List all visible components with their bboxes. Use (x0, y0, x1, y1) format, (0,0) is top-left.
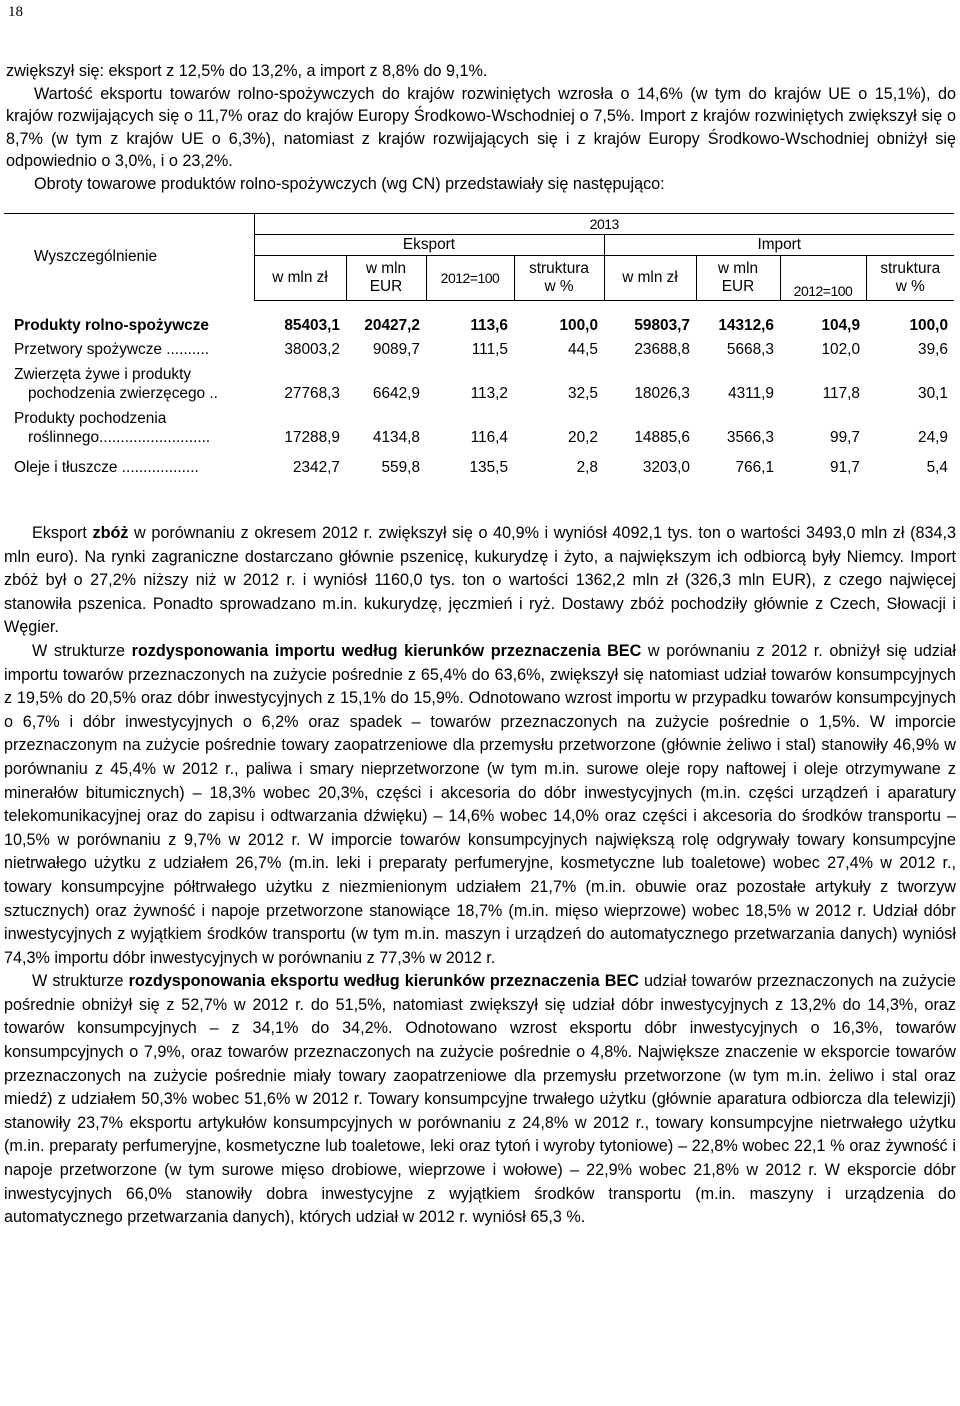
paragraph-import-bec: W strukturze rozdysponowania importu według kierunków przeznaczenia BEC w porównaniu z 2012 r. obniżył się udział importu towarów przeznaczonych na zużycie pośrednie z 65,4% do 63,6%, zwiększył się natomiast udział towarów konsumpcyjnych z 19,5% do 20,5% oraz dóbr inwestycyjnych z 15,1% do 15,9%. Odnotowano wzrost importu w przypadku towarów konsumpcyjnych o 6,7% i dóbr inwestycyjnych o 6,2% oraz spadek – towarów przeznaczonych na zużycie pośrednie o 1,5%. W imporcie przeznaczonym na zużycie pośrednie towary zaopatrzeniowe dla przemysłu przetworzone (głównie żeliwo i stal) stanowiły 46,9% w porównaniu z 45,4% w 2012 r., paliwa i smary nieprzetworzone (w tym m.in. surowe oleje ropy naftowej i oleje otrzymywane z minerałów bitumicznych) – 18,3% wobec 20,3%, części i akcesoria do dóbr inwestycyjnych (m.in. części urządzeń i aparatury telekomunikacyjnej oraz do zapisu i odtwarzania dźwięku) – 14,6% wobec 14,0% oraz części i akcesoria do środków transportu – 10,5% w porównaniu z 9,7% w 2012 r. W imporcie towarów konsumpcyjnych największą rolę odgrywały towary konsumpcyjne nietrwałego użytku z udziałem 26,7% (m.in. leki i preparaty perfumeryjne, kosmetyczne lub toaletowe) wobec 27,4% w 2012 r., towary konsumpcyjne półtrwałego użytku z niezmienionym udziałem 21,7% (m.in. obuwie oraz pozostałe artykuły z tworzyw sztucznych) oraz żywność i napoje przetworzone stanowiące 18,7% (m.in. mięso wieprzowe) wobec 18,5% w 2012 r. Udział dóbr inwestycyjnych z wyjątkiem środków transportu (w tym m.in. maszyn i urządzeń do automatycznego przetwarzania danych) wyniósł 74,3% importu dóbr inwestycyjnych w porównaniu z 77,3% w 2012 r. (4, 641, 956, 967)
header-import-mln-zl: w mln zł (604, 256, 696, 301)
cell: 2,8 (576, 459, 598, 476)
cell: 4311,9 (728, 385, 774, 402)
cell: 135,5 (469, 459, 508, 476)
page-number: 18 (8, 4, 23, 20)
cell: 59803,7 (634, 317, 690, 334)
cell: 117,8 (822, 385, 860, 402)
cell: 18026,3 (634, 385, 690, 402)
cell: 27768,3 (284, 385, 340, 402)
cell: 102,0 (821, 341, 860, 358)
table-row (4, 447, 954, 477)
row-label: Przetwory spożywcze .......... (14, 341, 209, 358)
cell: 100,0 (559, 317, 598, 334)
header-import: Import (604, 235, 954, 256)
cell: 4134,8 (372, 429, 420, 446)
cell: 85403,1 (284, 317, 340, 334)
header-import-index: 2012=100 (780, 256, 866, 301)
cell: 17288,9 (284, 429, 340, 446)
cell: 111,5 (471, 341, 508, 358)
header-import-mln-eur: w mln EUR (696, 256, 780, 301)
header-year: 2013 (254, 214, 954, 235)
row-label: Produkty rolno-spożywcze (14, 317, 209, 334)
intro-text (6, 60, 956, 196)
cell: 91,7 (830, 459, 860, 476)
paragraph-export-bec: W strukturze rozdysponowania eksportu według kierunków przeznaczenia BEC udział towarów przeznaczonych na zużycie pośrednie obniżył się z 52,7% w 2012 r. do 51,5%, natomiast zwiększył się udział dóbr inwestycyjnych z 13,2% do 14,3%, oraz towarów konsumpcyjnych – z 34,1% do 34,2%. Odnotowano wzrost eksportu dóbr inwestycyjnych o 16,3%, towarów konsumpcyjnych o 7,9%, oraz towarów przeznaczonych na zużycie pośrednie o 4,8%. Największe znaczenie w eksporcie towarów przeznaczonych na zużycie pośrednie miały towary zaopatrzeniowe dla przemysłu przetworzone (w tym m.in. żeliwo i stal oraz miedź) z udziałem 50,3% wobec 51,6% w 2012 r. Towary konsumpcyjne trwałego użytku (głównie aparatura odbiorcza dla telewizji) stanowiły 23,7% eksportu artykułów konsumpcyjnych w porównaniu z 24,8% w 2012 r., towary konsumpcyjne nietrwałego użytku (m.in. preparaty perfumeryjne, kosmetyczne lub toaletowe, leki oraz tytoń i wyroby tytoniowe) – 22,8% wobec 22,1 % oraz żywność i napoje przetworzone (w tym surowe mięso drobiowe, wieprzowe i wołowe) – 22,9% wobec 21,8% w 2012 r. W eksporcie dóbr inwestycyjnych 66,0% stanowiły dobra inwestycyjne z wyjątkiem środków transportu (m.in. maszyny i urządzenia do automatycznego przetwarzania danych), których udział w 2012 r. wyniósł 65,3 %. (4, 972, 956, 1227)
cell: 30,1 (918, 385, 948, 402)
trade-table (4, 213, 954, 477)
cell: 39,6 (918, 341, 948, 358)
row-label: Oleje i tłuszcze .................. (14, 459, 199, 476)
cell: 20427,2 (364, 317, 420, 334)
header-stub: Wyszczególnienie (34, 248, 158, 266)
cell: 6642,9 (372, 385, 420, 402)
header-import-structure: struktura w % (866, 256, 954, 301)
table-row (4, 335, 954, 359)
header-export: Eksport (254, 235, 604, 256)
cell: 38003,2 (284, 341, 340, 358)
cell: 104,9 (821, 317, 860, 334)
header-export-mln-eur: w mln EUR (346, 256, 426, 301)
cell: 32,5 (568, 385, 598, 402)
cell: 20,2 (568, 429, 598, 446)
header-export-index: 2012=100 (426, 256, 514, 301)
row-label: Produkty pochodzenia roślinnego.......................... (14, 410, 211, 446)
intro-paragraph-1: zwiększył się: eksport z 12,5% do 13,2%, a import z 8,8% do 9,1%. (6, 62, 488, 80)
cell: 23688,8 (634, 341, 690, 358)
cell: 559,8 (381, 459, 420, 476)
cell: 5,4 (926, 459, 948, 476)
intro-paragraph-2: Wartość eksportu towarów rolno-spożywczych do krajów rozwiniętych wzrosła o 14,6% (w tym do krajów UE o 15,1%), do krajów rozwijających się o 11,7% oraz do krajów Europy Środkowo-Wschodniej o 7,5%. Import z krajów rozwiniętych zwiększył się o 8,7% (w tym z krajów UE o 6,3%), natomiast z krajów rozwijających się i z krajów Europy Środkowo-Wschodniej obniżył się odpowiednio o 3,0%, i o 23,2%. (6, 84, 956, 171)
table-intro: Obroty towarowe produktów rolno-spożywczych (wg CN) przedstawiały się następująco: (34, 174, 665, 193)
cell: 766,1 (735, 459, 774, 476)
cell: 9089,7 (372, 341, 420, 358)
cell: 2342,7 (292, 459, 340, 476)
cell: 3203,0 (642, 459, 690, 476)
table-row (4, 403, 954, 447)
cell: 14885,6 (634, 429, 690, 446)
header-export-structure: struktura w % (514, 256, 604, 301)
body-text (4, 522, 956, 1230)
cell: 24,9 (918, 429, 948, 446)
table-row (4, 359, 954, 403)
cell: 99,7 (830, 429, 860, 446)
cell: 14312,6 (718, 317, 774, 334)
cell: 113,6 (470, 317, 508, 334)
cell: 116,4 (470, 429, 508, 446)
row-label: Zwierzęta żywe i produkty pochodzenia zwierzęcego .. (14, 366, 218, 402)
table-row (4, 301, 954, 336)
cell: 44,5 (568, 341, 598, 358)
cell: 3566,3 (726, 429, 774, 446)
paragraph-grain: Eksport zbóż w porównaniu z okresem 2012 r. zwiększył się o 40,9% i wyniósł 4092,1 tys. ton o wartości 3493,0 mln zł (834,3 mln euro). Na rynki zagraniczne dostarczano głównie pszenicę, kukurydzę i żyto, a największym ich odbiorcą były Niemcy. Import zbóż był o 27,2% niższy niż w 2012 r. i wyniósł 1160,0 tys. ton o wartości 1362,2 mln zł (326,3 mln EUR), z czego najwięcej stanowiła pszenica. Ponadto sprowadzano m.in. kukurydzę, jęczmień i ryż. Dostawy zbóż pochodziły głównie z Czech, Słowacji i Węgier. (4, 524, 956, 637)
cell: 100,0 (909, 317, 948, 334)
header-export-mln-zl: w mln zł (254, 256, 346, 301)
cell: 5668,3 (726, 341, 774, 358)
cell: 113,2 (470, 385, 508, 402)
